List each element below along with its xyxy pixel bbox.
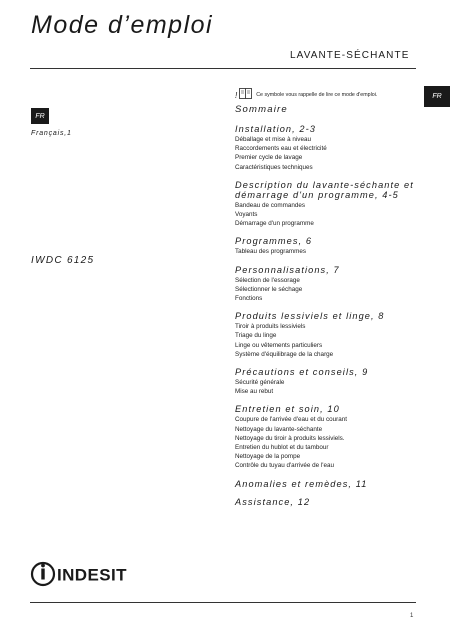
toc-item: Nettoyage de la pompe bbox=[235, 453, 301, 461]
toc-section-title: Programmes, 6 bbox=[235, 236, 313, 247]
toc-item: Tableau des programmes bbox=[235, 248, 307, 256]
toc-item: Sélectionner le séchage bbox=[235, 285, 303, 293]
toc-item: Raccordements eau et électricité bbox=[235, 145, 327, 153]
toc-section bbox=[235, 367, 425, 396]
indesit-logo bbox=[30, 559, 150, 589]
toc-item: Coupure de l'arrivée d'eau et du courant bbox=[235, 416, 347, 424]
language-badge-left: FR bbox=[31, 108, 49, 124]
toc-section-title: Anomalies et remèdes, 11 bbox=[235, 478, 368, 489]
toc-section-title: Entretien et soin, 10 bbox=[235, 404, 340, 415]
toc-section bbox=[235, 124, 425, 172]
top-divider bbox=[30, 68, 416, 69]
toc-item: Mise au rebut bbox=[235, 388, 274, 396]
toc-section-title: Personnalisations, 7 bbox=[235, 264, 340, 275]
bottom-divider bbox=[30, 602, 416, 603]
exclamation-mark: ! bbox=[235, 90, 238, 100]
toc-item: Tiroir à produits lessiviels bbox=[235, 323, 306, 331]
model-number: IWDC 6125 bbox=[31, 255, 95, 266]
toc-item: Déballage et mise à niveau bbox=[235, 136, 311, 143]
toc-section bbox=[235, 311, 425, 359]
language-tab-right: FR bbox=[424, 86, 450, 107]
toc-item: Triage du linge bbox=[235, 332, 277, 340]
reading-note bbox=[235, 86, 377, 104]
toc-item: Premier cycle de lavage bbox=[235, 154, 303, 162]
toc-title: Sommaire bbox=[235, 104, 288, 115]
page-number: 1 bbox=[410, 613, 414, 619]
toc-sections bbox=[235, 124, 425, 507]
toc-item: Nettoyage du lavante-séchante bbox=[235, 425, 323, 433]
toc-section bbox=[235, 479, 425, 489]
table-of-contents bbox=[235, 104, 425, 515]
toc-item: Sélection de l'essorage bbox=[235, 276, 300, 284]
note-text: Ce symbole vous rappelle de lire ce mode d'emploi. bbox=[256, 92, 378, 98]
toc-item: Contrôle du tuyau d'arrivée de l'eau bbox=[235, 462, 335, 470]
toc-section-title: Assistance, 12 bbox=[235, 496, 311, 507]
toc-item: Bandeau de commandes bbox=[235, 201, 306, 209]
toc-item: Voyants bbox=[235, 211, 258, 219]
toc-section bbox=[235, 404, 425, 470]
toc-section-title: Produits lessiviels et linge, 8 bbox=[235, 311, 385, 322]
toc-item: Nettoyage du tiroir à produits lessiviels. bbox=[235, 434, 345, 442]
toc-section bbox=[235, 265, 425, 304]
toc-item: Démarrage d'un programme bbox=[235, 220, 314, 228]
toc-item: Sécurité générale bbox=[235, 379, 285, 387]
toc-section bbox=[235, 236, 425, 256]
book-icon bbox=[239, 86, 252, 104]
logo-wordmark: INDESIT bbox=[57, 565, 127, 585]
toc-item: Entretien du hublot et du tambour bbox=[235, 444, 329, 452]
language-label: Français,1 bbox=[31, 130, 72, 137]
toc-item: Fonctions bbox=[235, 295, 263, 303]
toc-section-title: Description du lavante-séchante et démarrage d'un programme, 4-5 bbox=[235, 179, 414, 200]
toc-section-title: Installation, 2-3 bbox=[235, 124, 317, 134]
toc-section bbox=[235, 497, 425, 507]
toc-item: Caractéristiques techniques bbox=[235, 163, 313, 171]
toc-section-title: Précautions et conseils, 9 bbox=[235, 367, 369, 378]
toc-item: Système d'équilibrage de la charge bbox=[235, 350, 334, 358]
toc-item: Linge ou vêtements particuliers bbox=[235, 341, 323, 349]
toc-section bbox=[235, 180, 425, 229]
document-subtitle: LAVANTE-SÉCHANTE bbox=[290, 50, 410, 61]
document-title: Mode d’emploi bbox=[31, 11, 214, 39]
